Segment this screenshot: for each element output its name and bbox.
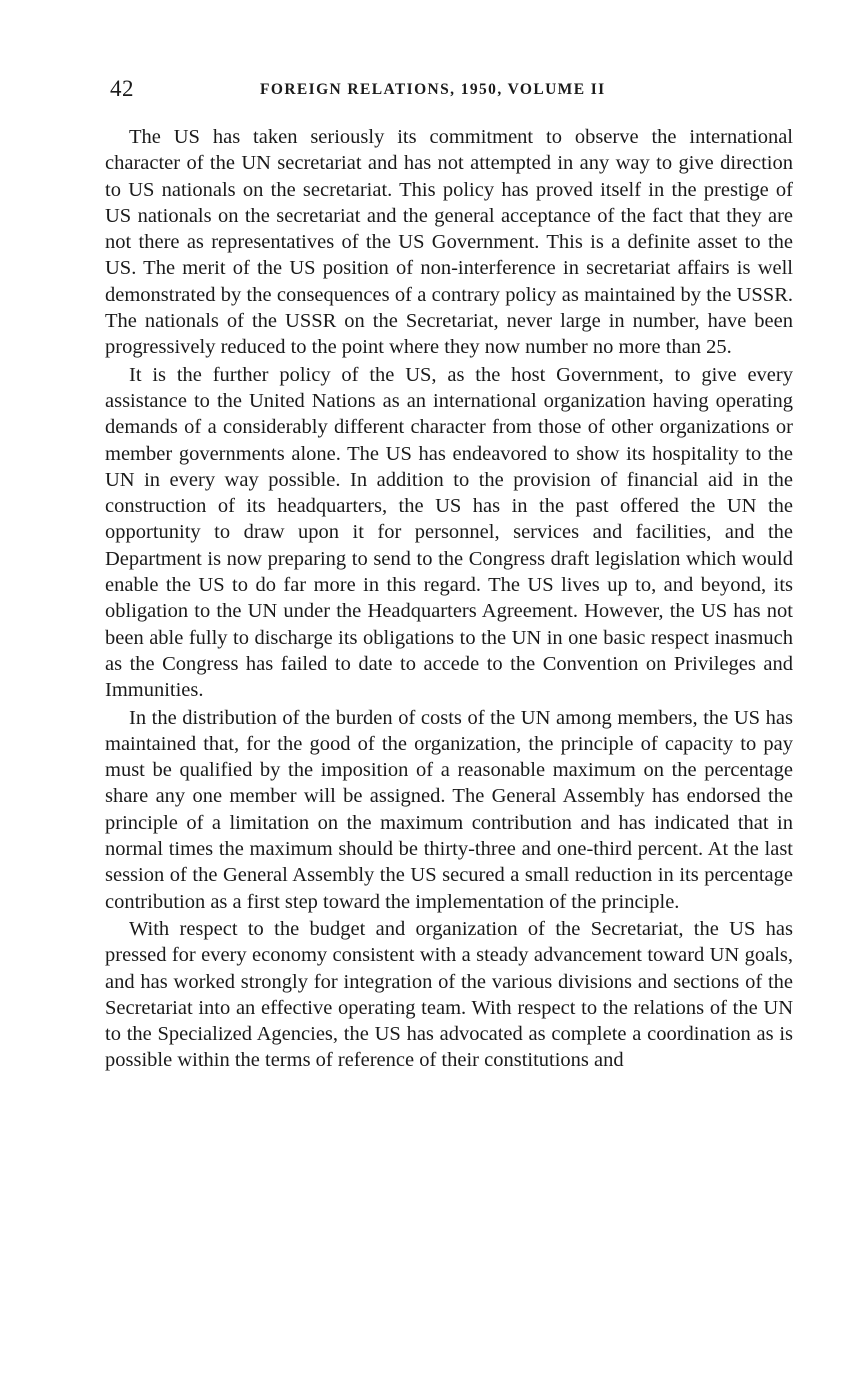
page-number: 42 xyxy=(110,76,134,101)
paragraph-host-government: It is the further policy of the US, as the host Government, to give every assistance to the United Nations as an international organization having operating demands of a considerably different character from those of other organizations or member governments alone. The US has endeavored to show its hospitality to the UN in every way possible. In addition to the provision of financial aid in the construction of its headquarters, the US has in the past offered the UN the opportunity to draw upon it for personnel, services and facilities, and the Department is now preparing to send to the Congress draft legislation which would enable the US to do far more in this regard. The US lives up to, and beyond, its obligation to the UN under the Headquarters Agreement. However, the US has not been able fully to discharge its obligations to the UN in one basic respect inasmuch as the Congress has failed to date to accede to the Convention on Privileges and Immunities. xyxy=(105,363,793,702)
paragraph-secretariat-policy: The US has taken seriously its commitment to observe the international character of the UN secretariat and has not attempted in any way to give direction to US nationals on the secretariat. This policy has proved itself in the prestige of US nationals on the secretariat and the general acceptance of the fact that they are not there as representatives of the US Government. This is a definite asset to the US. The merit of the US position of non-interference in secretariat affairs is well demonstrated by the consequences of a contrary policy as maintained by the USSR. The nationals of the USSR on the Secretariat, never large in number, have been progressively reduced to the point where they now number no more than 25. xyxy=(105,126,793,359)
paragraph-cost-distribution: In the distribution of the burden of costs of the UN among members, the US has maintained that, for the good of the organization, the principle of capacity to pay must be qualified by the imposition of a reasonable maximum on the percentage share any one member will be assigned. The General Assembly has endorsed the principle of a limitation on the maximum contribution and has indicated that in normal times the maximum should be thirty-three and one-third percent. At the last session of the General Assembly the US secured a small reduction in its percentage contribution as a first step toward the implementation of the principle. xyxy=(105,706,793,913)
running-head: FOREIGN RELATIONS, 1950, VOLUME II xyxy=(260,81,606,98)
paragraph-budget-organization: With respect to the budget and organization of the Secretariat, the US has pressed for every economy consistent with a steady advancement toward UN goals, and has worked strongly for integration of the various divisions and sections of the Secretariat into an effective operating team. With respect to the relations of the UN to the Specialized Agencies, the US has advocated as complete a coordination as is possible within the terms of reference of their constitutions and xyxy=(105,917,793,1072)
page-header xyxy=(110,76,800,106)
body-text xyxy=(105,124,793,1074)
